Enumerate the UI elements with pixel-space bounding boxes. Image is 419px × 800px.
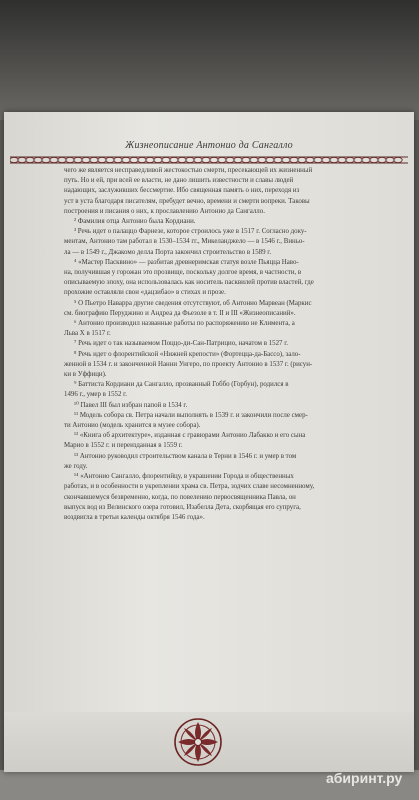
border-link	[242, 157, 250, 162]
background-top	[0, 0, 419, 120]
border-link	[378, 157, 386, 162]
border-link	[130, 157, 138, 162]
text-line: ти Антонио (модель хранится в музее собора).	[64, 422, 201, 430]
text-line: ¹² «Книга об архитектуре», изданная с гравюрами Антонио Лабакко и его сына	[74, 432, 306, 440]
border-link	[306, 157, 314, 162]
endnotes-text	[64, 166, 369, 523]
border-link	[74, 157, 82, 162]
text-line: скончавшемуся безвременно, когда, по повелению первосвященника Павла, он	[64, 493, 296, 501]
text-line: чего же является несправедливой жестокостью смерти, пресекающей их жизненный	[64, 167, 313, 174]
border-link	[122, 157, 130, 162]
border-link	[170, 157, 178, 162]
border-link	[346, 157, 354, 162]
border-link	[194, 157, 202, 162]
text-line: ла — в 1549 г., Джакомо делла Порта закончил строительство в 1589 г.	[64, 248, 272, 256]
text-line: ⁵ О Пьетро Наварра другие сведения отсутствуют, об Антонио Марвеан (Маркис	[74, 299, 312, 307]
border-link	[42, 157, 50, 162]
border-link	[266, 157, 274, 162]
text-line: ментам, Антонио там работал в 1530–1534 гг., Микеланджело — в 1546 г., Виньо-	[64, 238, 305, 246]
text-line: ки в Уффици).	[64, 371, 107, 379]
text-line: ¹⁴ «Антонио Сангалло, флорентийцу, в украшении Города и общественных	[74, 473, 294, 481]
text-line: женной в 1534 г. и законченной Нанни Унгеро, по проекту Антонио в 1537 г. (рисун-	[64, 360, 313, 368]
text-line: ⁴ «Мастер Пасквино» — разбитая древнеримская статуя возле Пьяцца Наво-	[74, 258, 299, 266]
border-link	[66, 157, 74, 162]
border-link	[234, 157, 242, 162]
site-watermark: абиринт.ру	[326, 770, 403, 786]
border-link	[34, 157, 42, 162]
border-link	[226, 157, 234, 162]
border-link	[322, 157, 330, 162]
text-line: на, получившая у горожан это прозвище, поскольку долгое время, в частности, в	[64, 269, 302, 277]
text-line: ⁸ Речь идет о флорентийской «Нижней крепости» (Фортецца-да-Бассо), зало-	[74, 350, 301, 358]
border-link	[330, 157, 338, 162]
text-line: построения и писания о них, к прославлению Антонио да Сангалло.	[64, 207, 265, 215]
border-link	[338, 157, 346, 162]
text-line: ⁹ Баттиста Кордиани да Сангалло, прозванный Гоббо (Горбун), родился в	[74, 381, 289, 389]
border-link	[370, 157, 378, 162]
text-line: см. биографию Перуджино и Андреа да Фьезоле в т. II и III «Жизнеописаний».	[64, 309, 296, 317]
text-line: ¹¹ Модель собора св. Петра начали выполнять в 1539 г. и закончили после смер-	[74, 411, 308, 419]
text-line: описываемую эпоху, она использовалась как носитель пасквилей против властей, где	[64, 279, 314, 287]
border-link	[314, 157, 322, 162]
text-line: ¹⁰ Павел III был избран папой в 1534 г.	[74, 401, 188, 409]
border-link	[210, 157, 218, 162]
border-link	[218, 157, 226, 162]
border-link	[18, 157, 26, 162]
text-line: прохожие оставляли свои «дацзибао» в стихах и прозе.	[64, 289, 226, 297]
border-link	[202, 157, 210, 162]
border-link	[50, 157, 58, 162]
border-link	[250, 157, 258, 162]
text-line: работах, и в особенности в укреплении храма св. Петра, зодчих славе несомненному,	[64, 483, 315, 491]
border-link	[186, 157, 194, 162]
text-line: воздвигла в третьи календы октября 1546 года».	[64, 513, 205, 521]
border-link	[98, 157, 106, 162]
border-link	[90, 157, 98, 162]
border-link	[354, 157, 362, 162]
ornamental-border	[10, 154, 408, 166]
border-link	[10, 157, 18, 162]
border-link	[154, 157, 162, 162]
border-link	[178, 157, 186, 162]
border-link	[162, 157, 170, 162]
text-line: Льва X в 1517 г.	[64, 330, 111, 338]
border-link	[138, 157, 146, 162]
border-link	[26, 157, 34, 162]
text-line: ⁷ Речь идет о так называемом Поццо-ди-Сан-Патрицио, начатом в 1527 г.	[74, 340, 288, 348]
text-line: ² Фамилия отца Антонио была Кордиани.	[74, 218, 196, 226]
text-line: ¹³ Антонио руководил строительством канала в Терни в 1546 г. и умер в том	[74, 452, 297, 460]
border-link	[298, 157, 306, 162]
floral-ornament-icon	[172, 716, 224, 768]
border-link	[258, 157, 266, 162]
book-page	[4, 112, 414, 772]
border-link	[106, 157, 114, 162]
text-line: Марио в 1552 г. и переизданная в 1559 г.	[64, 442, 183, 450]
border-link	[274, 157, 282, 162]
border-link	[58, 157, 66, 162]
text-line: уст в уста благодаря писателям, пребудет вечно, времени и смерти вопреки. Таковы	[64, 197, 310, 205]
text-line: ³ Речь идет о палаццо Фарнезе, которое строилось уже в 1517 г. Согласно доку-	[74, 228, 307, 236]
border-link	[394, 157, 402, 162]
border-link	[282, 157, 290, 162]
text-line: путь. Но и ей, при всей ее власти, не дано лишить известности и славы людей	[64, 177, 294, 185]
border-link	[290, 157, 298, 162]
running-header: Жизнеописание Антонио да Сангалло	[125, 140, 293, 151]
border-link	[386, 157, 394, 162]
text-line: же году.	[64, 462, 88, 470]
text-line: надающих, заслуживших бессмертие. Ибо священная память о них, переходя из	[64, 187, 300, 195]
text-line: выпуск вод из Велинского озера готовил, Изабелла Дета, скорбящая его супруга,	[64, 503, 301, 511]
text-line: ⁶ Антонио производил названные работы по распоряжению не Климента, а	[74, 320, 295, 328]
border-link	[114, 157, 122, 162]
border-link	[146, 157, 154, 162]
text-line: 1496 г., умер в 1552 г.	[64, 391, 127, 399]
border-link	[362, 157, 370, 162]
border-link	[82, 157, 90, 162]
